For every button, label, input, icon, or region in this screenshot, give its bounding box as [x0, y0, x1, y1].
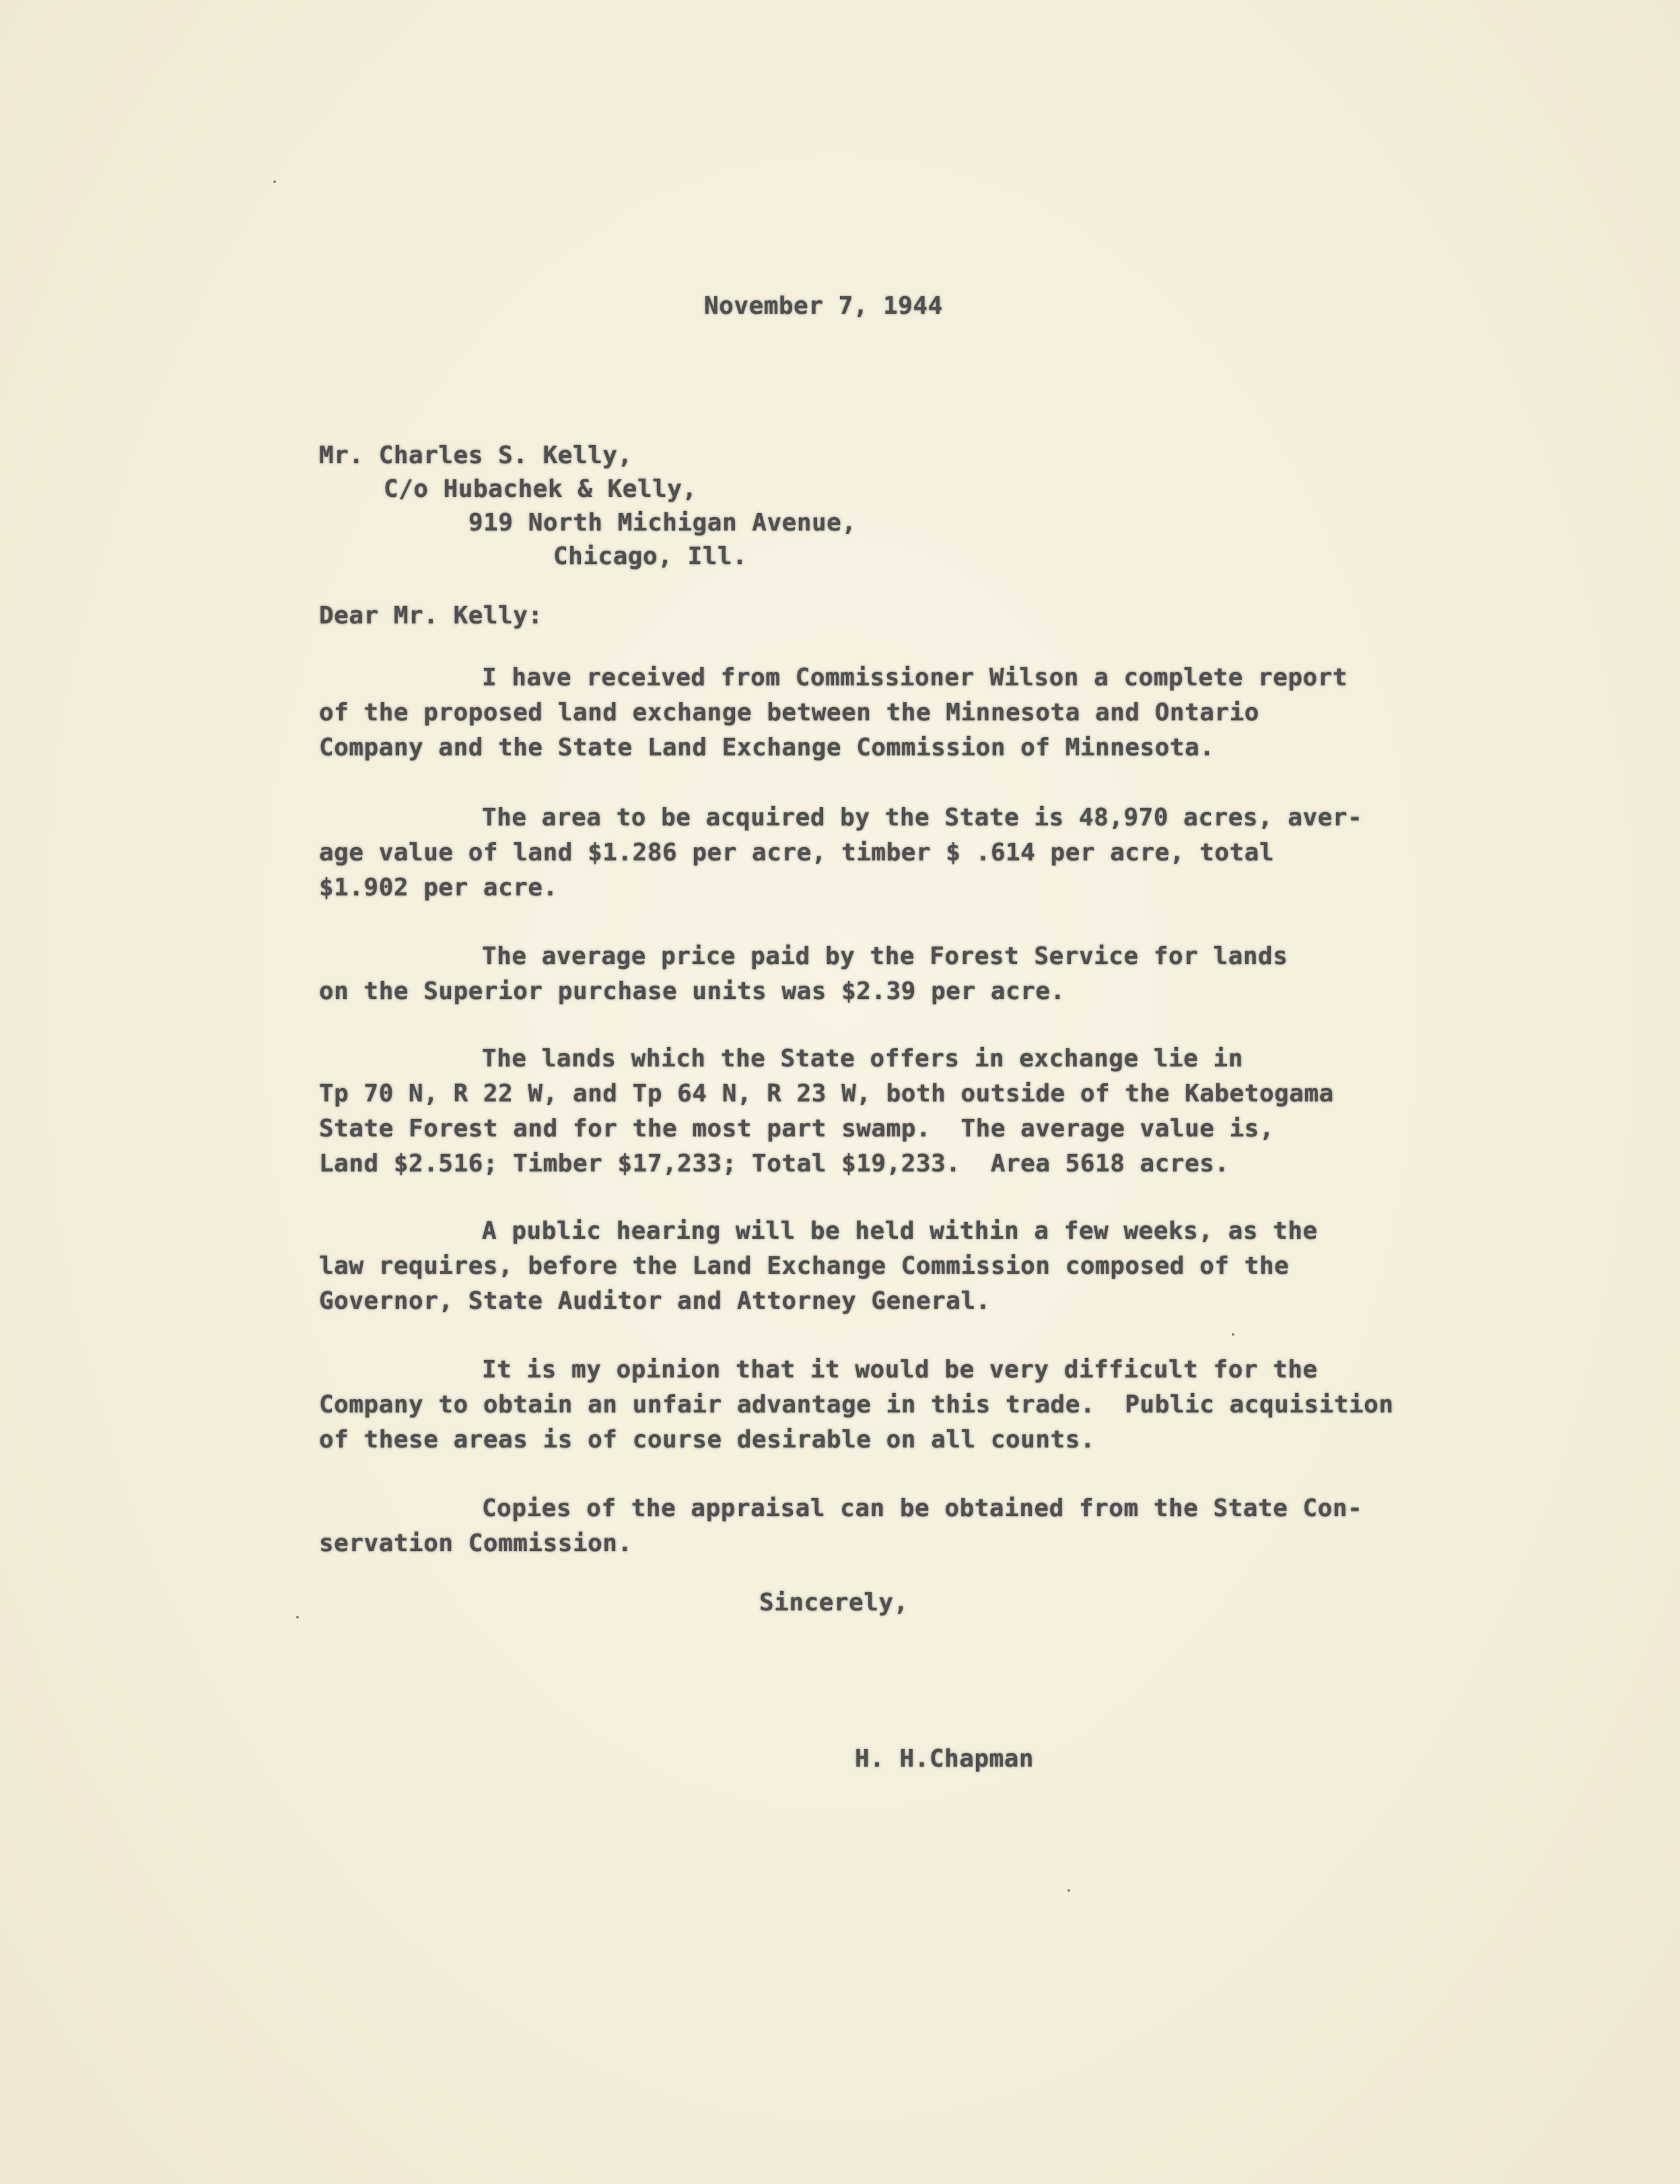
paragraph-5-line-2: law requires, before the Land Exchange Commission composed of the — [319, 1252, 1290, 1280]
paragraph-2-line-1: The area to be acquired by the State is 48,970 acres, aver- — [482, 804, 1363, 831]
address-line-city: Chicago, Ill. — [553, 543, 748, 570]
address-line-name: Mr. Charles S. Kelly, — [319, 442, 633, 469]
paper-speck — [296, 1616, 299, 1618]
paragraph-6-line-1: It is my opinion that it would be very difficult for the — [482, 1356, 1318, 1384]
letter-date: November 7, 1944 — [704, 292, 943, 320]
paragraph-4-line-3: State Forest and for the most part swamp. The average value is, — [319, 1115, 1275, 1142]
paragraph-1-line-2: of the proposed land exchange between the Minnesota and Ontario — [319, 699, 1259, 726]
paragraph-7-line-1: Copies of the appraisal can be obtained from the State Con- — [482, 1495, 1363, 1522]
paper-speck — [1232, 1333, 1234, 1336]
paper-speck — [273, 180, 276, 183]
paragraph-1-line-3: Company and the State Land Exchange Commission of Minnesota. — [319, 734, 1215, 761]
paragraph-2-line-2: age value of land $1.286 per acre, timber $ .614 per acre, total — [319, 839, 1275, 866]
paragraph-3-line-2: on the Superior purchase units was $2.39 per acre. — [319, 978, 1065, 1005]
paragraph-5-line-3: Governor, State Auditor and Attorney General. — [319, 1287, 991, 1315]
signature: H. H.Chapman — [855, 1745, 1035, 1773]
paragraph-4-line-2: Tp 70 N, R 22 W, and Tp 64 N, R 23 W, both outside of the Kabetogama — [319, 1080, 1334, 1107]
paragraph-3-line-1: The average price paid by the Forest Service for lands — [482, 943, 1288, 970]
paragraph-5-line-1: A public hearing will be held within a few weeks, as the — [482, 1217, 1318, 1245]
salutation: Dear Mr. Kelly: — [319, 602, 543, 629]
paper-speck — [1068, 1889, 1070, 1892]
paragraph-6-line-2: Company to obtain an unfair advantage in this trade. Public acquisition — [319, 1391, 1394, 1419]
paragraph-4-line-4: Land $2.516; Timber $17,233; Total $19,233. Area 5618 acres. — [319, 1150, 1230, 1178]
paragraph-7-line-2: servation Commission. — [319, 1530, 633, 1557]
paragraph-6-line-3: of these areas is of course desirable on all counts. — [319, 1426, 1096, 1454]
paragraph-1-line-1: I have received from Commissioner Wilson a complete report — [482, 664, 1348, 691]
closing: Sincerely, — [759, 1589, 909, 1616]
address-line-street: 919 North Michigan Avenue, — [468, 509, 857, 537]
address-line-care-of: C/o Hubachek & Kelly, — [384, 475, 697, 503]
paragraph-4-line-1: The lands which the State offers in exchange lie in — [482, 1045, 1243, 1072]
paragraph-2-line-3: $1.902 per acre. — [319, 874, 558, 901]
